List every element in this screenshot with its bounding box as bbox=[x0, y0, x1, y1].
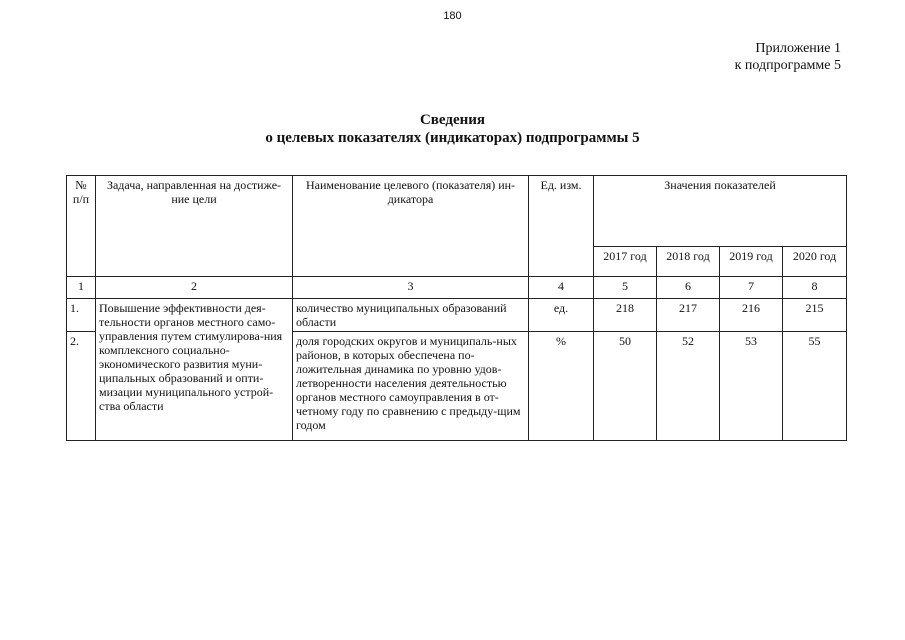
row-number: 1. bbox=[67, 299, 96, 332]
header-year-2020: 2020 год bbox=[783, 247, 847, 277]
indicator-cell: количество муниципальных образований области bbox=[293, 299, 529, 332]
task-cell: Повышение эффективности дея-тельности органов местного само-управления путем стимулирова-ния комплексного социально-экономического развития муни-ципальных образований и опти-мизации муниципального устрой-ства области bbox=[96, 299, 293, 441]
header-num: № п/п bbox=[67, 176, 96, 277]
column-number: 4 bbox=[529, 277, 594, 299]
header-indicator: Наименование целевого (показателя) ин-дикатора bbox=[293, 176, 529, 277]
header-values: Значения показателей bbox=[594, 176, 847, 247]
value-2020: 55 bbox=[783, 332, 847, 441]
value-2017: 50 bbox=[594, 332, 657, 441]
unit-cell: ед. bbox=[529, 299, 594, 332]
indicators-table bbox=[66, 175, 847, 441]
column-number: 5 bbox=[594, 277, 657, 299]
row-number: 2. bbox=[67, 332, 96, 441]
column-number: 8 bbox=[783, 277, 847, 299]
heading-title: Сведения bbox=[419, 112, 486, 128]
appendix-line-1: Приложение 1 bbox=[755, 41, 841, 56]
unit-cell: % bbox=[529, 332, 594, 441]
header-row bbox=[67, 176, 847, 247]
header-year-2017: 2017 год bbox=[594, 247, 657, 277]
header-task: Задача, направленная на достиже-ние цели bbox=[96, 176, 293, 277]
value-2017: 218 bbox=[594, 299, 657, 332]
header-unit: Ед. изм. bbox=[529, 176, 594, 277]
value-2019: 53 bbox=[720, 332, 783, 441]
appendix-note bbox=[735, 40, 841, 74]
column-number: 1 bbox=[67, 277, 96, 299]
column-number: 3 bbox=[293, 277, 529, 299]
value-2018: 52 bbox=[657, 332, 720, 441]
column-number: 6 bbox=[657, 277, 720, 299]
appendix-line-2: к подпрограмме 5 bbox=[734, 58, 841, 73]
heading-subtitle: о целевых показателях (индикаторах) подпрограммы 5 bbox=[265, 130, 640, 146]
value-2019: 216 bbox=[720, 299, 783, 332]
header-year-2018: 2018 год bbox=[657, 247, 720, 277]
column-number: 2 bbox=[96, 277, 293, 299]
column-number: 7 bbox=[720, 277, 783, 299]
page-number: 180 bbox=[443, 10, 462, 22]
indicator-cell: доля городских округов и муниципаль-ных районов, в которых обеспечена по-ложительная динамика по уровню удов-летворенности населения деятельностью органов местного самоуправления в от-четному году по сравнению с предыду-щим годом bbox=[293, 332, 529, 441]
value-2018: 217 bbox=[657, 299, 720, 332]
document-heading bbox=[0, 111, 905, 147]
table-row bbox=[67, 299, 847, 332]
value-2020: 215 bbox=[783, 299, 847, 332]
column-number-row bbox=[67, 277, 847, 299]
header-year-2019: 2019 год bbox=[720, 247, 783, 277]
